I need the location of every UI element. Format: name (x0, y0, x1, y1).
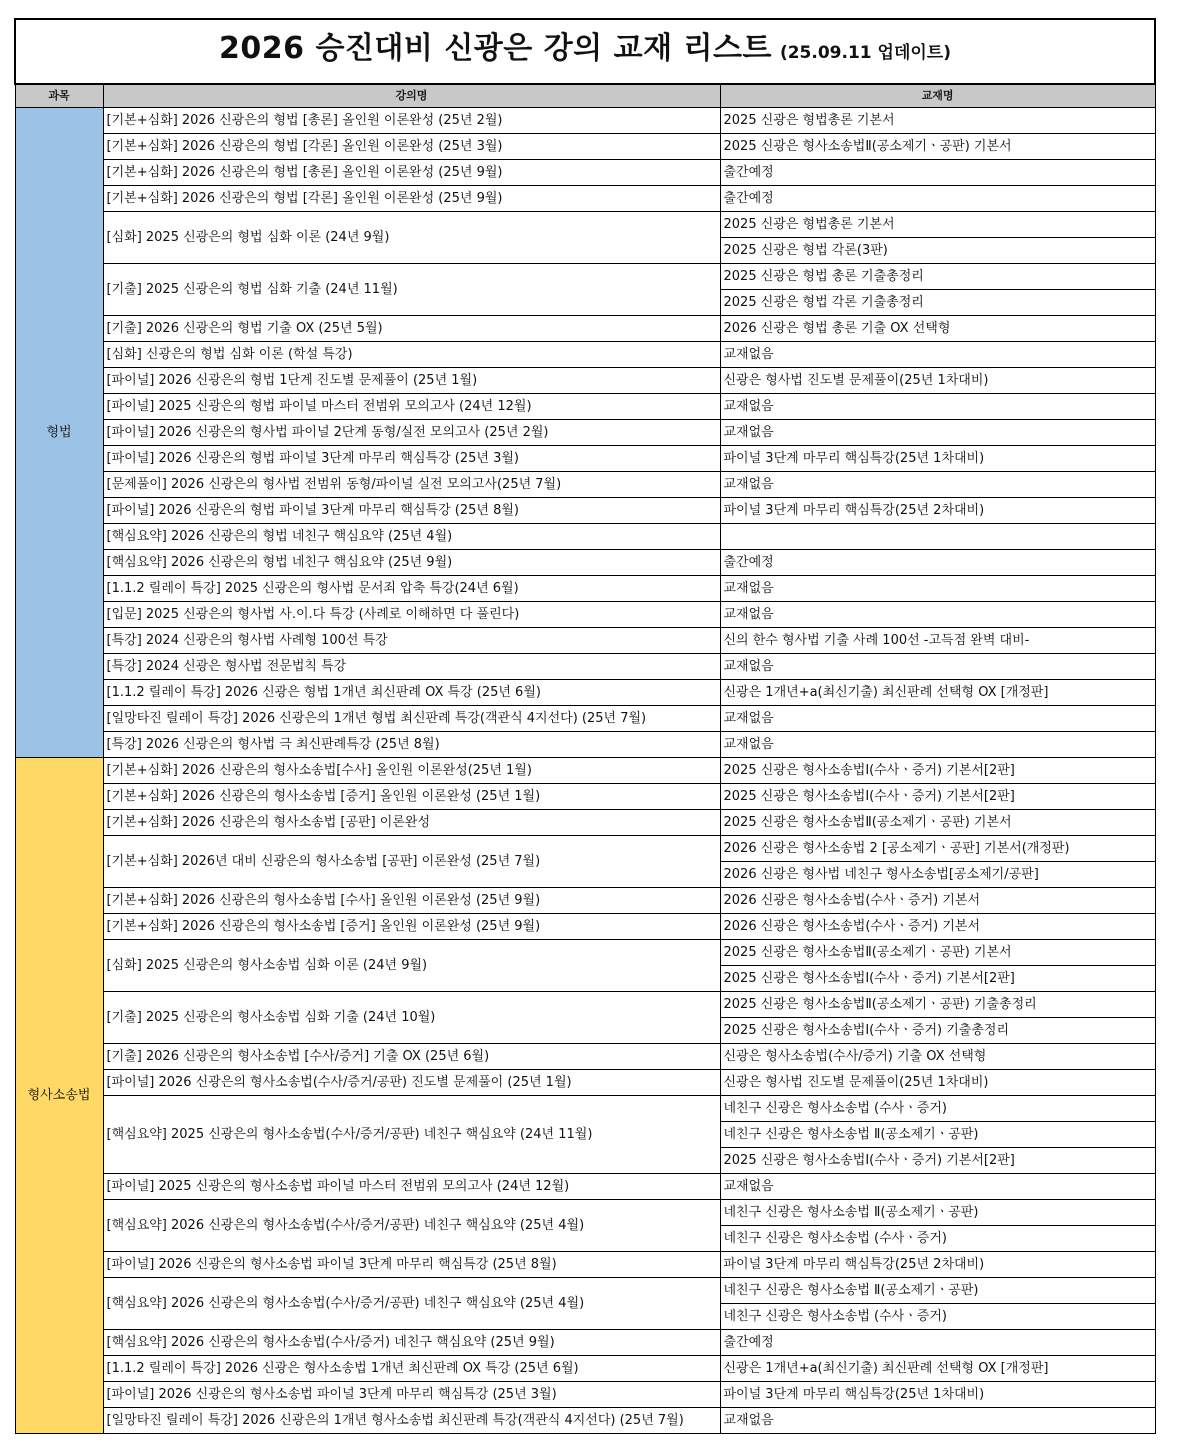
book-name-cell: 출간예정 (720, 186, 1155, 212)
table-row (15, 784, 1155, 810)
book-name-cell: 2025 신광은 형사소송법Ⅰ(수사ㆍ증거) 기본서[2판] (720, 784, 1155, 810)
table-row (15, 758, 1155, 784)
lecture-name-cell: [핵심요약] 2025 신광은의 형사소송법(수사/증거/공판) 네친구 핵심요약 (24년 11월) (103, 1096, 720, 1174)
lecture-name-cell: [파이널] 2025 신광은의 형사소송법 파이널 마스터 전범위 모의고사 (24년 12월) (103, 1174, 720, 1200)
book-name-cell: 교재없음 (720, 472, 1155, 498)
lecture-name-cell: [파이널] 2026 신광은의 형사소송법 파이널 3단계 마무리 핵심특강 (25년 3월) (103, 1382, 720, 1408)
book-name-cell: 파이널 3단계 마무리 핵심특강(25년 1차대비) (720, 1382, 1155, 1408)
book-name-cell: 2025 신광은 형사소송법Ⅰ(수사ㆍ증거) 기본서[2판] (720, 758, 1155, 784)
table-row (15, 1070, 1155, 1096)
lecture-name-cell: [파이널] 2026 신광은의 형법 파이널 3단계 마무리 핵심특강 (25년 3월) (103, 446, 720, 472)
book-name-cell: 네친구 신광은 형사소송법 (수사ㆍ증거) (720, 1096, 1155, 1122)
lecture-name-cell: [파이널] 2026 신광은의 형사소송법 파이널 3단계 마무리 핵심특강 (25년 8월) (103, 1252, 720, 1278)
lecture-name-cell: [입문] 2025 신광은의 형사법 사.이.다 특강 (사례로 이해하면 다 풀린다) (103, 602, 720, 628)
lecture-name-cell: [심화] 2025 신광은의 형법 심화 이론 (24년 9월) (103, 212, 720, 264)
lecture-name-cell: [문제풀이] 2026 신광은의 형사법 전범위 동형/파이널 실전 모의고사(25년 7월) (103, 472, 720, 498)
header-lecture: 강의명 (103, 84, 720, 108)
table-row (15, 1382, 1155, 1408)
column-header-row (15, 84, 1155, 108)
table-row (15, 108, 1155, 134)
table-row (15, 732, 1155, 758)
lecture-name-cell: [1.1.2 릴레이 특강] 2026 신광은 형사소송법 1개년 최신판례 OX 특강 (25년 6월) (103, 1356, 720, 1382)
title-row (15, 19, 1155, 84)
lecture-name-cell: [기본+심화] 2026 신광은의 형사소송법 [증거] 올인원 이론완성 (25년 9월) (103, 914, 720, 940)
lecture-name-cell: [핵심요약] 2026 신광은의 형사소송법(수사/증거/공판) 네친구 핵심요약 (25년 4월) (103, 1278, 720, 1330)
table-row (15, 420, 1155, 446)
table-row (15, 1252, 1155, 1278)
book-name-cell: 신의 한수 형사법 기출 사례 100선 -고득점 완벽 대비- (720, 628, 1155, 654)
table-row (15, 810, 1155, 836)
book-name-cell: 네친구 신광은 형사소송법 Ⅱ(공소제기ㆍ공판) (720, 1122, 1155, 1148)
book-name-cell: 교재없음 (720, 342, 1155, 368)
book-name-cell: 출간예정 (720, 550, 1155, 576)
book-name-cell: 네친구 신광은 형사소송법 (수사ㆍ증거) (720, 1304, 1155, 1330)
table-row (15, 1096, 1155, 1122)
table-row (15, 940, 1155, 966)
lecture-name-cell: [1.1.2 릴레이 특강] 2025 신광은의 형사법 문서죄 압축 특강(24년 6월) (103, 576, 720, 602)
table-row (15, 134, 1155, 160)
book-name-cell: 네친구 신광은 형사소송법 Ⅱ(공소제기ㆍ공판) (720, 1278, 1155, 1304)
lecture-name-cell: [일망타진 릴레이 특강] 2026 신광은의 1개년 형사소송법 최신판례 특강(객관식 4지선다) (25년 7월) (103, 1408, 720, 1434)
lecture-name-cell: [기본+심화] 2026 신광은의 형사소송법 [수사] 올인원 이론완성 (25년 9월) (103, 888, 720, 914)
lecture-book-table (14, 18, 1156, 1434)
table-row (15, 550, 1155, 576)
table-row (15, 342, 1155, 368)
lecture-name-cell: [기본+심화] 2026 신광은의 형법 [총론] 올인원 이론완성 (25년 9월) (103, 160, 720, 186)
lecture-name-cell: [핵심요약] 2026 신광은의 형법 네친구 핵심요약 (25년 9월) (103, 550, 720, 576)
table-row (15, 992, 1155, 1018)
table-row (15, 1330, 1155, 1356)
lecture-name-cell: [기출] 2026 신광은의 형사소송법 [수사/증거] 기출 OX (25년 6월) (103, 1044, 720, 1070)
book-name-cell (720, 524, 1155, 550)
table-row (15, 1408, 1155, 1434)
book-name-cell: 교재없음 (720, 576, 1155, 602)
book-name-cell: 교재없음 (720, 1174, 1155, 1200)
book-name-cell: 출간예정 (720, 160, 1155, 186)
book-name-cell: 교재없음 (720, 1408, 1155, 1434)
table-row (15, 316, 1155, 342)
table-row (15, 1174, 1155, 1200)
table-row (15, 1356, 1155, 1382)
book-name-cell: 네친구 신광은 형사소송법 (수사ㆍ증거) (720, 1226, 1155, 1252)
lecture-name-cell: [기본+심화] 2026년 대비 신광은의 형사소송법 [공판] 이론완성 (25년 7월) (103, 836, 720, 888)
book-name-cell: 교재없음 (720, 420, 1155, 446)
book-name-cell: 파이널 3단계 마무리 핵심특강(25년 2차대비) (720, 498, 1155, 524)
book-name-cell: 네친구 신광은 형사소송법 Ⅱ(공소제기ㆍ공판) (720, 1200, 1155, 1226)
book-name-cell: 2026 신광은 형사소송법(수사ㆍ증거) 기본서 (720, 914, 1155, 940)
lecture-name-cell: [기본+심화] 2026 신광은의 형사소송법 [공판] 이론완성 (103, 810, 720, 836)
lecture-name-cell: [파이널] 2026 신광은의 형사법 파이널 2단계 동형/실전 모의고사 (25년 2월) (103, 420, 720, 446)
book-name-cell: 신광은 형사법 진도별 문제풀이(25년 1차대비) (720, 368, 1155, 394)
table-row (15, 628, 1155, 654)
header-subject: 과목 (15, 84, 103, 108)
lecture-name-cell: [핵심요약] 2026 신광은의 형사소송법(수사/증거) 네친구 핵심요약 (25년 9월) (103, 1330, 720, 1356)
lecture-name-cell: [일망타진 릴레이 특강] 2026 신광은의 1개년 형법 최신판례 특강(객관식 4지선다) (25년 7월) (103, 706, 720, 732)
lecture-name-cell: [파이널] 2026 신광은의 형법 1단계 진도별 문제풀이 (25년 1월) (103, 368, 720, 394)
book-name-cell: 교재없음 (720, 732, 1155, 758)
table-row (15, 576, 1155, 602)
table-row (15, 602, 1155, 628)
table-row (15, 914, 1155, 940)
title-cell (15, 19, 1155, 84)
book-name-cell: 신광은 형사소송법(수사/증거) 기출 OX 선택형 (720, 1044, 1155, 1070)
book-name-cell: 2025 신광은 형사소송법Ⅰ(수사ㆍ증거) 기본서[2판] (720, 1148, 1155, 1174)
book-name-cell: 2025 신광은 형법 각론(3판) (720, 238, 1155, 264)
book-name-cell: 2026 신광은 형사법 네친구 형사소송법[공소제기/공판] (720, 862, 1155, 888)
lecture-name-cell: [파이널] 2025 신광은의 형법 파이널 마스터 전범위 모의고사 (24년 12월) (103, 394, 720, 420)
book-name-cell: 교재없음 (720, 706, 1155, 732)
book-name-cell: 신광은 1개년+a(최신기출) 최신판례 선택형 OX [개정판] (720, 680, 1155, 706)
lecture-name-cell: [기출] 2025 신광은의 형법 심화 기출 (24년 11월) (103, 264, 720, 316)
lecture-name-cell: [파이널] 2026 신광은의 형법 파이널 3단계 마무리 핵심특강 (25년 8월) (103, 498, 720, 524)
lecture-name-cell: [기출] 2025 신광은의 형사소송법 심화 기출 (24년 10월) (103, 992, 720, 1044)
book-name-cell: 2025 신광은 형법 총론 기출총정리 (720, 264, 1155, 290)
table-row (15, 888, 1155, 914)
table-row (15, 472, 1155, 498)
book-name-cell: 2025 신광은 형법 각론 기출총정리 (720, 290, 1155, 316)
table-body (15, 108, 1155, 1434)
book-name-cell: 2025 신광은 형사소송법Ⅰ(수사ㆍ증거) 기출총정리 (720, 1018, 1155, 1044)
book-name-cell: 교재없음 (720, 654, 1155, 680)
book-name-cell: 신광은 1개년+a(최신기출) 최신판례 선택형 OX [개정판] (720, 1356, 1155, 1382)
lecture-name-cell: [특강] 2026 신광은의 형사법 극 최신판례특강 (25년 8월) (103, 732, 720, 758)
lecture-name-cell: [기본+심화] 2026 신광은의 형법 [각론] 올인원 이론완성 (25년 9월) (103, 186, 720, 212)
lecture-name-cell: [특강] 2024 신광은의 형사법 사례형 100선 특강 (103, 628, 720, 654)
header-book: 교재명 (720, 84, 1155, 108)
table-row (15, 524, 1155, 550)
book-name-cell: 2026 신광은 형사소송법 2 [공소제기ㆍ공판] 기본서(개정판) (720, 836, 1155, 862)
book-name-cell: 교재없음 (720, 394, 1155, 420)
table-row (15, 498, 1155, 524)
table-row (15, 446, 1155, 472)
lecture-name-cell: [파이널] 2026 신광은의 형사소송법(수사/증거/공판) 진도별 문제풀이 (25년 1월) (103, 1070, 720, 1096)
table-row (15, 654, 1155, 680)
lecture-name-cell: [특강] 2024 신광은 형사법 전문법칙 특강 (103, 654, 720, 680)
table-row (15, 1044, 1155, 1070)
book-name-cell: 2025 신광은 형사소송법Ⅰ(수사ㆍ증거) 기본서[2판] (720, 966, 1155, 992)
table-row (15, 1200, 1155, 1226)
book-name-cell: 신광은 형사법 진도별 문제풀이(25년 1차대비) (720, 1070, 1155, 1096)
lecture-name-cell: [심화] 2025 신광은의 형사소송법 심화 이론 (24년 9월) (103, 940, 720, 992)
book-name-cell: 2025 신광은 형사소송법Ⅱ(공소제기ㆍ공판) 기출총정리 (720, 992, 1155, 1018)
page-title: 2026 승진대비 신광은 강의 교재 리스트 (219, 31, 772, 66)
subject-cell: 형법 (15, 108, 103, 758)
lecture-name-cell: [기본+심화] 2026 신광은의 형사소송법 [증거] 올인원 이론완성 (25년 1월) (103, 784, 720, 810)
table-row (15, 368, 1155, 394)
lecture-name-cell: [핵심요약] 2026 신광은의 형법 네친구 핵심요약 (25년 4월) (103, 524, 720, 550)
book-name-cell: 파이널 3단계 마무리 핵심특강(25년 2차대비) (720, 1252, 1155, 1278)
lecture-name-cell: [기출] 2026 신광은의 형법 기출 OX (25년 5월) (103, 316, 720, 342)
table-row (15, 1278, 1155, 1304)
book-name-cell: 출간예정 (720, 1330, 1155, 1356)
book-name-cell: 2025 신광은 형사소송법Ⅱ(공소제기ㆍ공판) 기본서 (720, 940, 1155, 966)
table-row (15, 680, 1155, 706)
table-row (15, 186, 1155, 212)
book-name-cell: 2026 신광은 형사소송법(수사ㆍ증거) 기본서 (720, 888, 1155, 914)
lecture-name-cell: [핵심요약] 2026 신광은의 형사소송법(수사/증거/공판) 네친구 핵심요약 (25년 4월) (103, 1200, 720, 1252)
table-row (15, 212, 1155, 238)
subject-cell: 형사소송법 (15, 758, 103, 1434)
table-row (15, 706, 1155, 732)
lecture-name-cell: [기본+심화] 2026 신광은의 형법 [각론] 올인원 이론완성 (25년 3월) (103, 134, 720, 160)
book-name-cell: 교재없음 (720, 602, 1155, 628)
table-row (15, 264, 1155, 290)
table-row (15, 836, 1155, 862)
book-name-cell: 2025 신광은 형사소송법Ⅱ(공소제기ㆍ공판) 기본서 (720, 810, 1155, 836)
lecture-name-cell: [기본+심화] 2026 신광은의 형법 [총론] 올인원 이론완성 (25년 2월) (103, 108, 720, 134)
lecture-name-cell: [심화] 신광은의 형법 심화 이론 (학설 특강) (103, 342, 720, 368)
update-date: (25.09.11 업데이트) (779, 43, 951, 63)
book-name-cell: 2025 신광은 형사소송법Ⅱ(공소제기ㆍ공판) 기본서 (720, 134, 1155, 160)
book-name-cell: 2025 신광은 형법총론 기본서 (720, 108, 1155, 134)
book-name-cell: 2026 신광은 형법 총론 기출 OX 선택형 (720, 316, 1155, 342)
table-row (15, 160, 1155, 186)
lecture-name-cell: [1.1.2 릴레이 특강] 2026 신광은 형법 1개년 최신판례 OX 특강 (25년 6월) (103, 680, 720, 706)
book-name-cell: 파이널 3단계 마무리 핵심특강(25년 1차대비) (720, 446, 1155, 472)
lecture-name-cell: [기본+심화] 2026 신광은의 형사소송법[수사] 올인원 이론완성(25년 1월) (103, 758, 720, 784)
book-name-cell: 2025 신광은 형법총론 기본서 (720, 212, 1155, 238)
table-row (15, 394, 1155, 420)
